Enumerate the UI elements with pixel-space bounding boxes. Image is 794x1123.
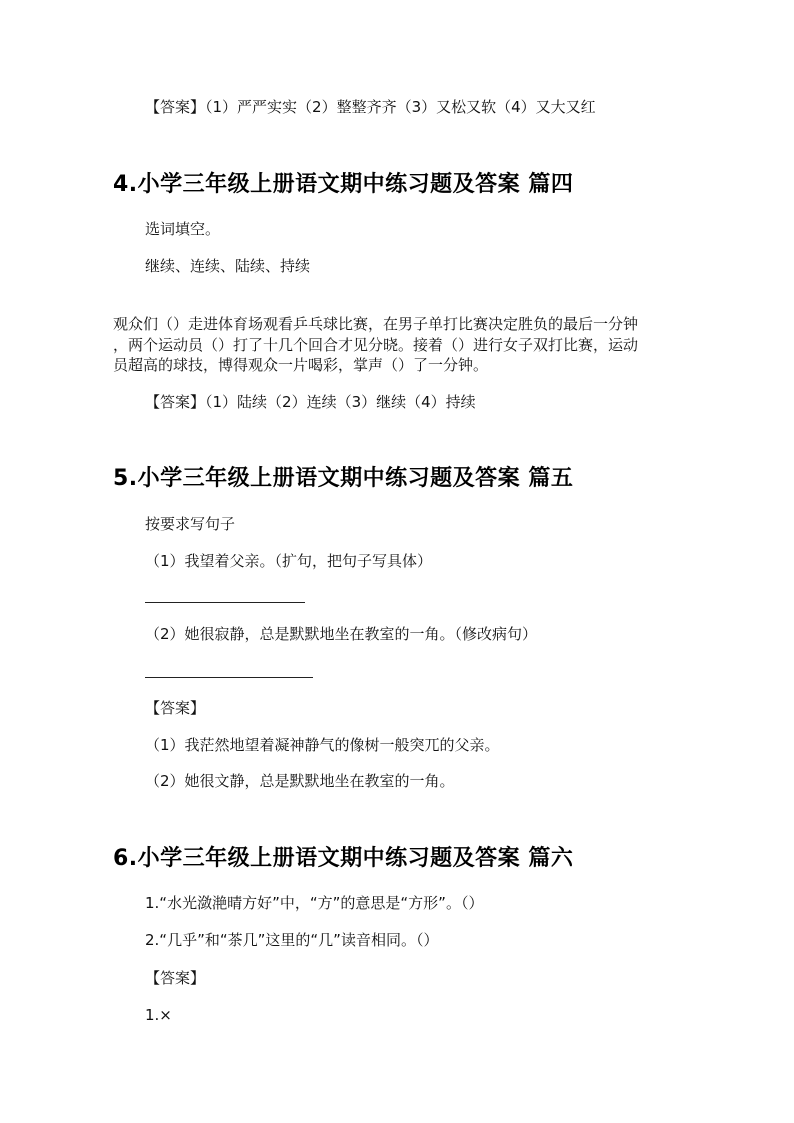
s4-word-list: 继续、连续、陆续、持续 bbox=[145, 257, 311, 275]
s4-passage-line-2: ，两个运动员（）打了十几个回合才见分晓。接着（）进行女子双打比赛，运动 bbox=[113, 336, 639, 354]
s6-question-1: 1.“水光潋滟晴方好”中，“方”的意思是“方形”。（） bbox=[145, 894, 484, 912]
s3-answer: 【答案】（1）严严实实（2）整整齐齐（3）又松又软（4）又大又红 bbox=[145, 98, 596, 116]
s5-answer-2: （2）她很文静，总是默默地坐在教室的一角。 bbox=[145, 772, 455, 790]
s4-passage-line-3: 员超高的球技，博得观众一片喝彩，掌声（）了一分钟。 bbox=[113, 356, 489, 374]
s6-answer-1: 1.× bbox=[145, 1006, 172, 1024]
s5-question-2: （2）她很寂静，总是默默地坐在教室的一角。（修改病句） bbox=[145, 625, 538, 643]
s6-answer-label: 【答案】 bbox=[145, 969, 206, 987]
s5-answer-label: 【答案】 bbox=[145, 699, 206, 717]
s4-passage-line-1: 观众们（）走进体育场观看乒乓球比赛，在男子单打比赛决定胜负的最后一分钟 bbox=[113, 315, 639, 333]
s5-question-1: （1）我望着父亲。（扩句，把句子写具体） bbox=[145, 552, 433, 570]
s4-answer: 【答案】（1）陆续（2）连续（3）继续（4）持续 bbox=[145, 393, 476, 411]
s5-answer-line-1 bbox=[145, 602, 305, 603]
s4-heading: 4.小学三年级上册语文期中练习题及答案 篇四 bbox=[113, 172, 574, 197]
s5-instruction: 按要求写句子 bbox=[145, 515, 236, 533]
s5-answer-line-2 bbox=[145, 677, 313, 678]
s5-answer-1: （1）我茫然地望着凝神静气的像树一般突兀的父亲。 bbox=[145, 736, 500, 754]
s6-question-2: 2.“几乎”和“茶几”这里的“几”读音相同。（） bbox=[145, 931, 439, 949]
s4-instruction: 选词填空。 bbox=[145, 220, 221, 238]
s5-heading: 5.小学三年级上册语文期中练习题及答案 篇五 bbox=[113, 466, 574, 491]
s6-heading: 6.小学三年级上册语文期中练习题及答案 篇六 bbox=[113, 846, 574, 871]
